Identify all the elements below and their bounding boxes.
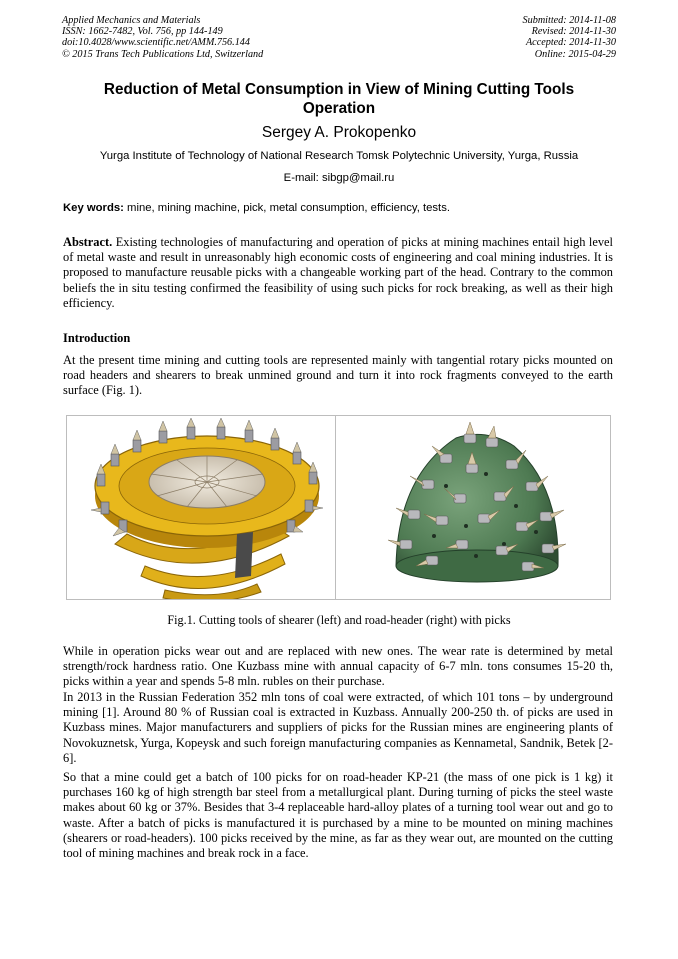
online-date: Online: 2015-04-29 — [534, 48, 616, 60]
abstract-label: Abstract. — [63, 235, 113, 249]
title-line-2: Operation — [302, 100, 376, 117]
revised-date: Revised: 2014-11-30 — [531, 26, 616, 38]
figure-1 — [66, 415, 611, 600]
copyright-line: © 2015 Trans Tech Publications Ltd, Switzerland — [62, 48, 264, 60]
dates-info — [523, 15, 616, 60]
issn-line: ISSN: 1662-7482, Vol. 756, pp 144-149 — [62, 26, 223, 38]
body-paragraph-2: In 2013 in the Russian Federation 352 mln tons of coal were extracted, of which 101 tons – by underground mining [1]. Around 80 % of Russian coal is extracted in Kuzbass. Annually 200-250 th. of picks are used in Kuzbass mines. Major manufacturers and suppliers of picks for the Russian mines are engineering plants of Novokuznetsk, Yurga, Kopeysk and such foreign manufacturing companies as Kennametal, Sandnik, Betek [2-6]. — [63, 690, 613, 765]
figure-1-caption: Fig.1. Cutting tools of shearer (left) and road-header (right) with picks — [167, 613, 511, 627]
author-email[interactable]: E-mail: sibgp@mail.ru — [283, 172, 395, 184]
introduction-paragraph: At the present time mining and cutting tools are represented mainly with tangential rotary picks mounted on road headers and shearers to break unmined ground and turn it into rock fragments conveyed to the earth surface (Fig. 1). — [63, 353, 613, 398]
abstract — [63, 235, 613, 311]
introduction-heading: Introduction — [63, 331, 131, 345]
accepted-date: Accepted: 2014-11-30 — [525, 37, 616, 49]
author-name: Sergey A. Prokopenko — [261, 124, 417, 141]
keywords — [63, 202, 616, 214]
abstract-text: Existing technologies of manufacturing and operation of picks at mining machines entail high level of metal waste and result in unreasonably high economic costs of engineering and coal mining industries. It is proposed to manufacture reusable picks with a changeable working part of the head. Contrary to the common beliefs the in situ testing confirmed the feasibility of using such picks for rock breaking, as well as their high efficiency. — [63, 235, 613, 310]
body-paragraph-1: While in operation picks wear out and are replaced with new ones. The wear rate is determined by metal strength/rock hardness ratio. One Kuzbass mine with annual capacity of 6-7 mln. tons consumes 15-20 th, picks within a year and spends 5-8 mln. rubles on their purchase. — [63, 644, 613, 689]
title-line-1: Reduction of Metal Consumption in View of Mining Cutting Tools — [103, 81, 575, 98]
journal-info — [62, 15, 263, 60]
body-paragraph-3: So that a mine could get a batch of 100 picks for on road-header KP-21 (the mass of one pick is 1 kg) it purchases 160 kg of high strength bar steel from a metallurgical plant. During turning of picks the steel waste makes about 60 kg or 37%. Besides that 3-4 replaceable hard-alloy plates of a turning tool wear out and go to waste. After a batch of picks is manufactured it is purchased by a mine to be mounted on mining machines (shearers or road-headers). 100 picks received by the mine, as far as they wear out, are mounted on the cutting tool of mining machines and break rock in a face. — [63, 770, 613, 861]
paper-title — [62, 80, 616, 118]
author-affiliation: Yurga Institute of Technology of National Research Tomsk Polytechnic University, Yurga, Russia — [99, 150, 579, 162]
keywords-label: Key words: — [63, 202, 124, 214]
shearer-drum-image — [67, 416, 335, 599]
submitted-date: Submitted: 2014-11-08 — [522, 15, 616, 26]
journal-name: Applied Mechanics and Materials — [62, 15, 201, 26]
road-header-image — [336, 416, 610, 599]
keywords-text: mine, mining machine, pick, metal consumption, efficiency, tests. — [123, 202, 450, 214]
doi-line[interactable]: doi:10.4028/www.scientific.net/AMM.756.144 — [62, 37, 250, 49]
